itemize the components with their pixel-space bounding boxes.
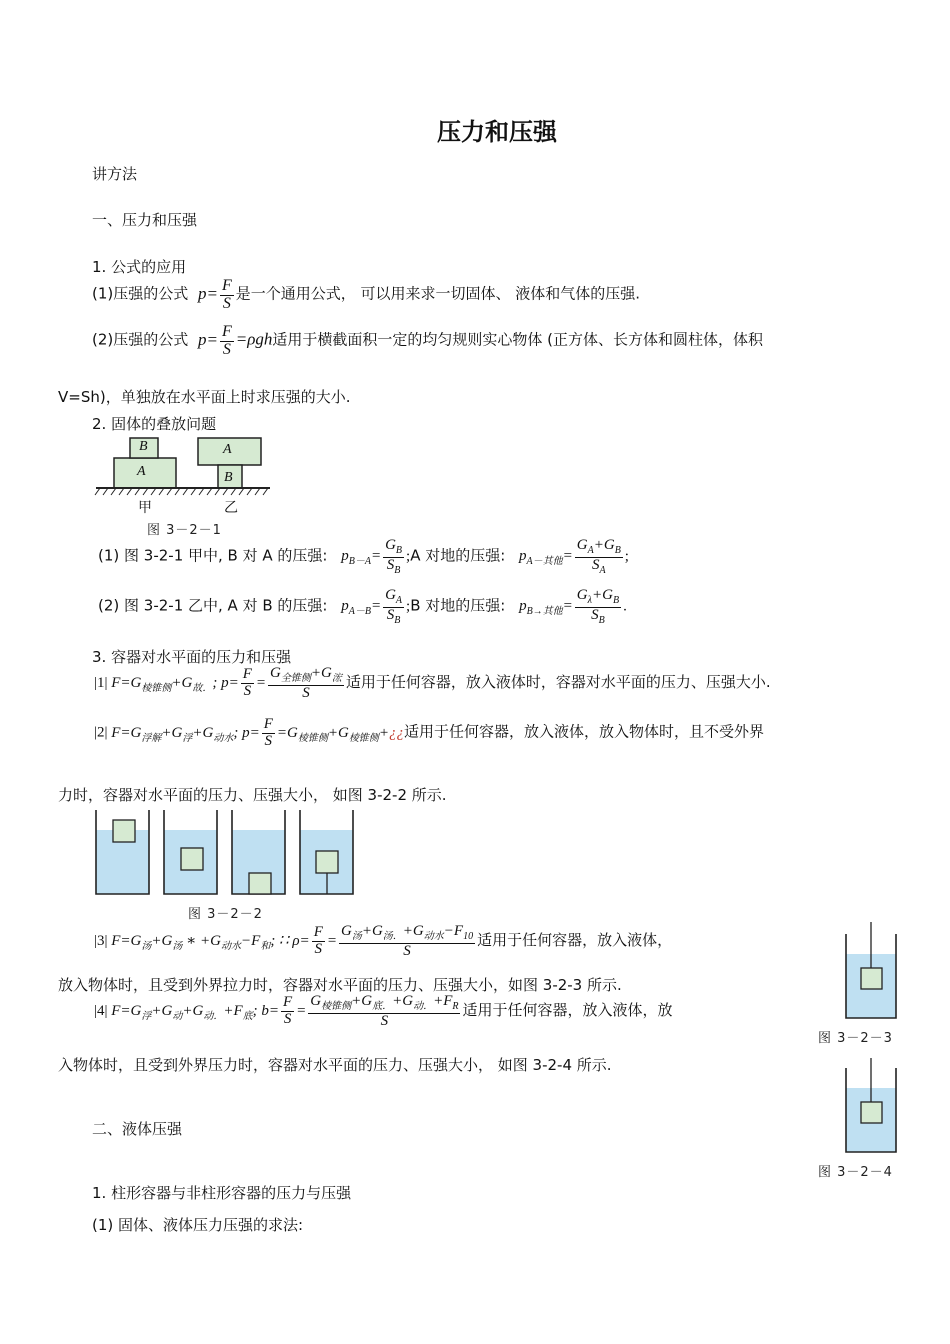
sub3-heading: 3. 容器对水平面的压力和压强 [92,648,292,666]
container-item-2-cont: 力时，容器对水平面的压力、压强大小， 如图 3-2-2 所示. [58,786,447,804]
stack-formula-1: (1) 图 3-2-1 甲中, B 对 A 的压强: $p_{B-A}=$ $\frac{G_B}{S_B}$ ;A 对地的压强: $p_{A-其他}=$ $\frac{G_A+G_B}{S_A}$ ; [98,537,629,576]
container-item-4-cont: 入物体时，且受到外界压力时，容器对水平面的压力、压强大小， 如图 3-2-4 所示. [58,1056,612,1074]
formula-line-2-prefix: (2)压强的公式 [92,330,189,349]
figure-3-2-1-caption: 图 3－2－1 [147,523,222,538]
section2-heading: 二、液体压强 [92,1120,183,1138]
formula-line-1-prefix: (1)压强的公式 [92,284,189,303]
label-a-yi: A [223,442,232,457]
stack-formula-2-mid: B 对地的压强: [410,596,506,615]
formula-line-2-text: 适用于横截面积一定的均匀规则实心物体 (正方体、长方体和圆柱体，体积 [272,330,764,349]
section2-sub1-heading: 1. 柱形容器与非柱形容器的压力与压强 [92,1184,352,1202]
figure-3-2-4-caption: 图 3－2－4 [818,1165,893,1180]
container-item-4-text: 适用于任何容器，放入液体，放 [462,1001,673,1020]
figure-3-2-3-caption: 图 3－2－3 [818,1031,893,1046]
figure-3-2-4 [840,1058,902,1156]
sub1-heading: 1. 公式的应用 [92,258,187,276]
container-item-3-text: 适用于任何容器，放入液体， [477,931,673,950]
formula-line-1-text: 是一个通用公式， 可以用来求一切固体、 液体和气体的压强. [235,284,641,303]
page-title: 压力和压强 [437,119,557,146]
label-yi: 乙 [224,500,238,516]
formula-line-2: (2)压强的公式 p= $\frac{F}{S}$ =ρgh适用于横截面积一定的均匀规则实心物体 (正方体、长方体和圆柱体，体积 [92,323,764,358]
container-item-1: |1| $F=G_{棱锥侧}+G_{故.}$; p= $\frac{F}{S}$ = $\frac{G_{全锥侧}+G_浤}{S}$ 适用于任何容器，放入液体时，容器对水平面的压力、压强大小. [94,665,771,701]
stack-formula-1-prefix: (1) 图 3-2-1 甲中, B 对 A 的压强: [98,546,328,565]
formula-line-2-cont: V=Sh)，单独放在水平面上时求压强的大小. [58,388,351,406]
section1-heading: 一、压力和压强 [92,211,198,229]
sub2-heading: 2. 固体的叠放问题 [92,415,217,433]
container-item-4: |4| $F=G_浮+G_动+G_{动.}+F_底$; b= $\frac{F}{S}$ = $\frac{G_{棱锥侧}+G_{底.}+G_{动.}+F_R}{S}$ 适用于任何容器，放入液体，放 [94,993,673,1029]
container-item-1-text: 适用于任何容器，放入液体时，容器对水平面的压力、压强大小. [345,673,771,692]
figure-3-2-2-caption: 图 3－2－2 [188,907,263,922]
stack-formula-1-mid: A 对地的压强: [410,546,506,565]
figure-3-2-2 [92,808,358,900]
formula-line-1: (1)压强的公式 p= $\frac{F}{S}$ 是一个通用公式， 可以用来求一切固体、 液体和气体的压强. [92,277,641,312]
figure-3-2-3 [840,922,902,1022]
label-jia: 甲 [138,500,152,516]
section2-sub1-line1: (1) 固体、液体压力压强的求法: [92,1216,304,1234]
stack-formula-2-prefix: (2) 图 3-2-1 乙中, A 对 B 的压强: [98,596,328,615]
label-b-yi: B [224,470,233,485]
label-b-jia: B [139,439,148,454]
method-heading: 讲方法 [92,165,138,183]
container-item-2: |2| $F=G_{浮解}+G_浮+G_{动水}$; p= $\frac{F}{S}$ $=G_{棱锥侧}+G_{棱锥侧}+¿¿$适用于任何容器，放入液体，放入物体时，且不受外界 [94,716,764,749]
stack-formula-2: (2) 图 3-2-1 乙中, A 对 B 的压强: $p_{A-B}=$ $\frac{G_A}{S_B}$ ;B 对地的压强: $p_{B\to 其他}=$ $\frac{G_\lambda+G_B}{S_B}$ . [98,587,627,626]
container-item-3-cont: 放入物体时，且受到外界拉力时，容器对水平面的压力、压强大小，如图 3-2-3 所示. [58,976,622,994]
label-a-jia: A [137,464,146,479]
container-item-3: |3| $F=G_汤+G_汤$ ∗ $+G_{动水}-F_和$; ∷ ρ= $\frac{F}{S}$ = $\frac{G_汤+G_{汤.}+G_{动水}-F_{10}}{S}$ 适用于任何容器，放入液体， [94,923,673,959]
container-item-2-text: 适用于任何容器，放入液体，放入物体时，且不受外界 [403,722,764,741]
